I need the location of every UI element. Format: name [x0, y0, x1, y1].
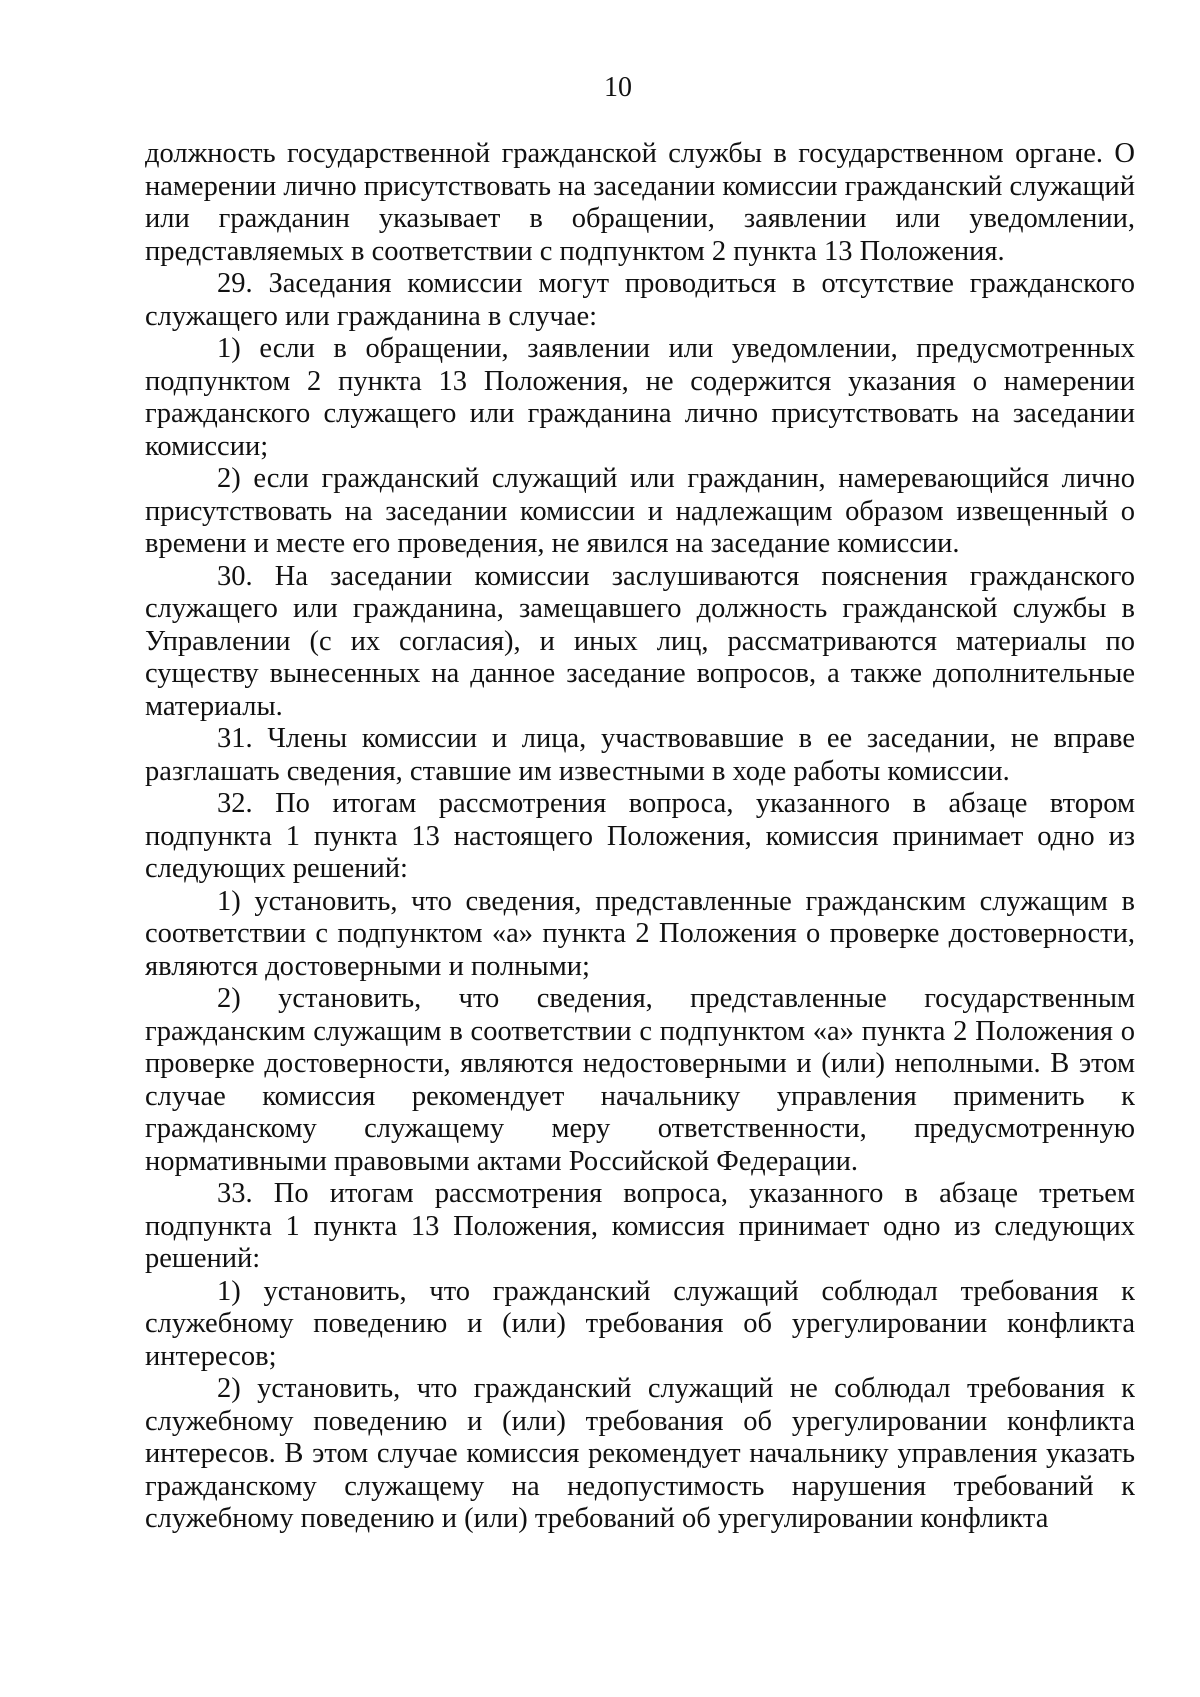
document-body: [145, 138, 1135, 1536]
paragraph-continuation: должность государственной гражданской службы в государственном органе. О намерении лично присутствовать на заседании комиссии гражданский служащий или гражданин указывает в обращении, заявлении или уведомлении, представляемых в соответствии с подпунктом 2 пункта 13 Положения.: [145, 138, 1135, 267]
paragraph-32: 32. По итогам рассмотрения вопроса, указанного в абзаце втором подпункта 1 пункта 13 настоящего Положения, комиссия принимает одно из следующих решений:: [145, 788, 1135, 884]
paragraph-33-item-1: 1) установить, что гражданский служащий соблюдал требования к служебному поведению и (или) требования об урегулировании конфликта интересов;: [145, 1275, 1135, 1372]
paragraph-32-item-2: 2) установить, что сведения, представленные государственным гражданским служащим в соответствии с подпунктом «а» пункта 2 Положения о проверке достоверности, являются недостоверными и (или) неполными. В этом случае комиссия рекомендует начальнику управления применить к гражданскому служащему меру ответственности, предусмотренную нормативными правовыми актами Российской Федерации.: [145, 983, 1135, 1177]
paragraph-29: 29. Заседания комиссии могут проводиться в отсутствие гражданского служащего или гражданина в случае:: [145, 268, 1135, 332]
paragraph-31: 31. Члены комиссии и лица, участвовавшие в ее заседании, не вправе разглашать сведения, ставшие им известными в ходе работы комиссии.: [145, 723, 1135, 787]
paragraph-33-item-2: 2) установить, что гражданский служащий не соблюдал требования к служебному поведению и (или) требования об урегулировании конфликта интересов. В этом случае комиссия рекомендует начальнику управления указать гражданскому служащему на недопустимость нарушения требований к служебному поведению и (или) требований об урегулировании конфликта: [145, 1373, 1135, 1534]
paragraph-30: 30. На заседании комиссии заслушиваются пояснения гражданского служащего или гражданина, замещавшего должность гражданской службы в Управлении (с их согласия), и иных лиц, рассматриваются материалы по существу вынесенных на данное заседание вопросов, а также дополнительные материалы.: [145, 560, 1135, 722]
paragraph-29-item-1: 1) если в обращении, заявлении или уведомлении, предусмотренных подпунктом 2 пункта 13 Положения, не содержится указания о намерении гражданского служащего или гражданина лично присутствовать на заседании комиссии;: [145, 333, 1135, 462]
paragraph-29-item-2: 2) если гражданский служащий или гражданин, намеревающийся лично присутствовать на заседании комиссии и надлежащим образом извещенный о времени и месте его проведения, не явился на заседание комиссии.: [145, 463, 1135, 559]
paragraph-32-item-1: 1) установить, что сведения, представленные гражданским служащим в соответствии с подпунктом «а» пункта 2 Положения о проверке достоверности, являются достоверными и полными;: [145, 885, 1135, 982]
paragraph-33: 33. По итогам рассмотрения вопроса, указанного в абзаце третьем подпункта 1 пункта 13 Положения, комиссия принимает одно из следующих решений:: [145, 1178, 1135, 1274]
page-number: 10: [604, 72, 632, 103]
